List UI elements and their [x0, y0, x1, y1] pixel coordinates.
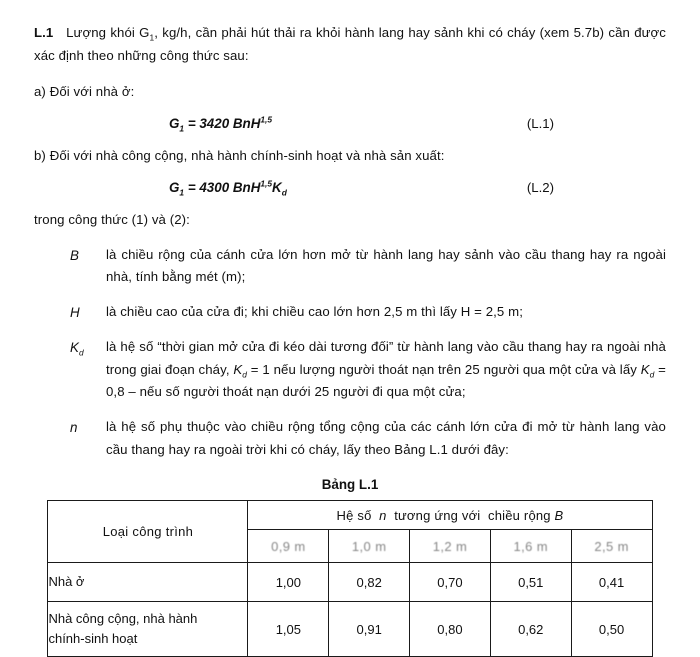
formula-2-row [34, 178, 666, 198]
definition-symbol-B: B [70, 247, 79, 263]
definition-text-Kd: là hệ số “thời gian mở cửa đi kéo dài tương đối” từ hành lang vào cầu thang hay ra ngoài nhà trong giai đoạn cháy, $K_d = 1$ nếu lượng người thoát nạn trên 25 người qua một cửa và lấy $K_d = 0,8$ – nếu số người thoát nạn dưới 25 người đi qua một cửa; [106, 338, 666, 400]
table-row-label-2: Nhà công cộng, nhà hành chính-sinh hoạt [48, 602, 248, 657]
formula-1-reference: (L.1) [526, 116, 554, 132]
table-row [48, 563, 652, 602]
definition-symbol-Kd: $K_d$ [70, 339, 84, 358]
table-header-width-3: 1,2 m [410, 530, 491, 563]
where-line: trong công thức (1) và (2): [34, 211, 190, 227]
definition-text-n: là hệ số phụ thuộc vào chiều rộng tổng cộng của các cánh lớn cửa đi mở từ hành lang vào cầu thang hay ra ngoài trời khi có cháy, lấy theo Bảng L.1 dưới đây: [106, 419, 666, 457]
definition-list [34, 244, 666, 462]
table-header-width-5: 2,5 m [571, 530, 652, 563]
definition-item-B [34, 244, 666, 289]
definition-item-n [34, 416, 666, 461]
table-header-width-1: 0,9 m [248, 530, 329, 563]
table-cell-r2c3: 0,80 [410, 602, 491, 657]
table-title: Bảng L.1 [321, 477, 379, 493]
formula-1-row [34, 114, 666, 134]
clause-intro-paragraph [34, 22, 666, 67]
formula-1: $G_1 = 3420$ BnH$^{1,5}$ [169, 114, 273, 134]
item-a-label: a) Đối với nhà ở: [34, 84, 135, 100]
definition-symbol-n: n [70, 420, 78, 436]
clause-number: L.1 [34, 25, 54, 40]
table-cell-r1c5: 0,41 [571, 563, 652, 602]
item-b-label: b) Đối với nhà công cộng, nhà hành chính-sinh hoạt và nhà sản xuất: [34, 148, 445, 164]
table-row [48, 602, 652, 657]
table-cell-r1c1: 1,00 [248, 563, 329, 602]
table-cell-r2c2: 0,91 [329, 602, 410, 657]
table-header-type-column: Loại công trình [48, 501, 248, 563]
table-cell-r2c4: 0,62 [490, 602, 571, 657]
definition-text-H: là chiều cao của cửa đi; khi chiều cao lớn hơn 2,5 m thì lấy H = 2,5 m; [106, 303, 523, 319]
formula-2-reference: (L.2) [526, 179, 554, 195]
table-row-label-1: Nhà ở [48, 563, 248, 602]
definition-item-H [34, 301, 666, 324]
table-header-row-1 [48, 501, 652, 530]
definition-item-Kd [34, 336, 666, 404]
table-cell-r2c5: 0,50 [571, 602, 652, 657]
formula-2: $G_1 = 4300$ $BnH^{1,5}K_d$ [169, 178, 287, 198]
table-header-group: Hệ số n tương ứng với chiều rộng B [248, 501, 652, 530]
coefficient-table [47, 500, 652, 657]
table-header-width-2: 1,0 m [329, 530, 410, 563]
table-cell-r1c4: 0,51 [490, 563, 571, 602]
definition-symbol-H: H [70, 304, 80, 320]
table-cell-r2c1: 1,05 [248, 602, 329, 657]
table-cell-r1c2: 0,82 [329, 563, 410, 602]
definition-text-B: là chiều rộng của cánh cửa lớn hơn mở từ hành lang hay sảnh vào cầu thang hay ra ngoài nhà, tính bằng mét (m); [106, 246, 666, 285]
clause-intro-text: Lượng khói $G_1$, kg/h, cần phải hút thải ra khỏi hành lang hay sảnh khi có cháy (xem 5.7b) cần được xác định theo những công thức sau: [34, 25, 667, 63]
table-header-width-4: 1,6 m [490, 530, 571, 563]
table-cell-r1c3: 0,70 [410, 563, 491, 602]
